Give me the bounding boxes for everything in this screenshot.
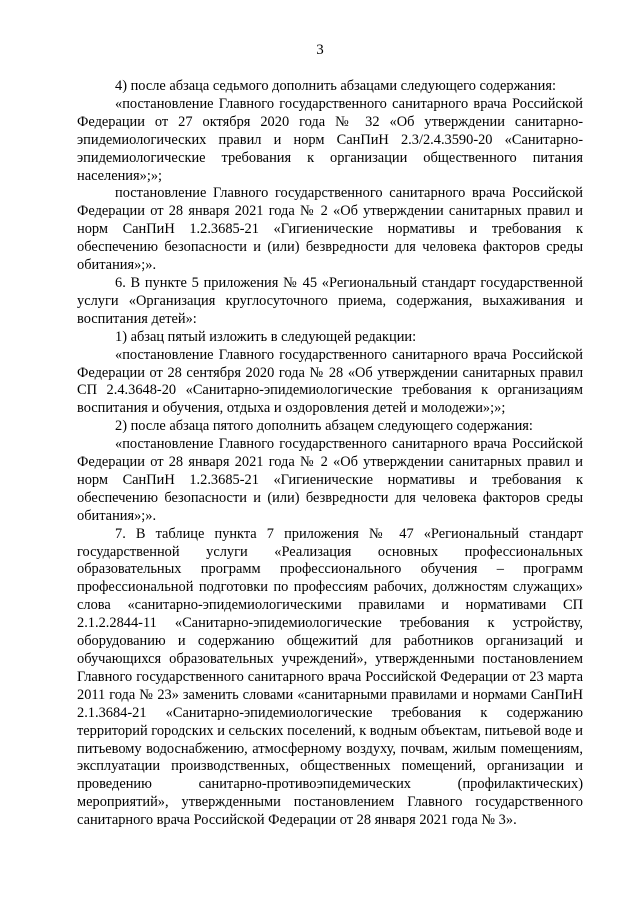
paragraph-subitem-1: 1) абзац пятый изложить в следующей редакции: xyxy=(115,328,417,345)
document-body xyxy=(77,78,583,830)
paragraph-resolution-2-repeat: «постановление Главного государственного санитарного врача Российской Федерации от 28 января 2021 года № 2 «Об утверждении санитарных правил и норм СанПиН 1.2.3685-21 «Гигиенические нормативы и требования к обеспечению безопасности и (или) безвредности для человека факторов среды обитания»;». xyxy=(77,436,583,524)
paragraph-resolution-28: «постановление Главного государственного санитарного врача Российской Федерации от 28 сентября 2020 года № 28 «Об утверждении санитарных правил СП 2.4.3648-20 «Санитарно-эпидемиологические требования к организациям воспитания и обучения, отдыха и оздоровления детей и молодежи»;»; xyxy=(77,346,583,417)
paragraph-point-7: 7. В таблице пункта 7 приложения № 47 «Региональный стандарт государственной услуги «Реализация основных профессиональных образовательных программ профессионального обучения – программ профессиональной подготовки по профессиям рабочих, должностям служащих» слова «санитарно-эпидемиологическими правилами и нормативами СП 2.1.2.2844-11 «Санитарно-эпидемиологические требования к устройству, оборудованию и содержанию общежитий для работников организаций и обучающихся образовательных учреждений», утвержденными постановлением Главного государственного санитарного врача Российской Федерации от 23 марта 2011 года № 23» заменить словами «санитарными правилами и нормами СанПиН 2.1.3684-21 «Санитарно-эпидемиологические требования к содержанию территорий городских и сельских поселений, к водным объектам, питьевой воде и питьевому водоснабжению, атмосферному воздуху, почвам, жилым помещениям, эксплуатации производственных, общественных помещений, организации и проведению санитарно-противоэпидемических (профилактических) мероприятий», утвержденными постановлением Главного государственного санитарного врача Российской Федерации от 28 января 2021 года № 3». xyxy=(77,525,583,829)
paragraph-resolution-2: постановление Главного государственного санитарного врача Российской Федерации от 28 января 2021 года № 2 «Об утверждении санитарных правил и норм СанПиН 1.2.3685-21 «Гигиенические нормативы и требования к обеспечению безопасности и (или) безвредности для человека факторов среды обитания»;». xyxy=(77,185,583,274)
paragraph-point-6: 6. В пункте 5 приложения № 45 «Региональный стандарт государственной услуги «Организация круглосуточного приема, содержания, выхаживания и воспитания детей»: xyxy=(77,274,583,327)
paragraph-subitem-2: 2) после абзаца пятого дополнить абзацем следующего содержания: xyxy=(115,418,533,435)
page-number: 3 xyxy=(316,42,324,58)
paragraph-resolution-32: «постановление Главного государственного санитарного врача Российской Федерации от 27 октября 2020 года № 32 «Об утверждении санитарно-эпидемиологических правил и норм СанПиН 2.3/2.4.3590-20 «Санитарно-эпидемиологические требования к организации общественного питания населения»;»; xyxy=(77,95,583,184)
paragraph-item-4: 4) после абзаца седьмого дополнить абзацами следующего содержания: xyxy=(115,78,556,94)
